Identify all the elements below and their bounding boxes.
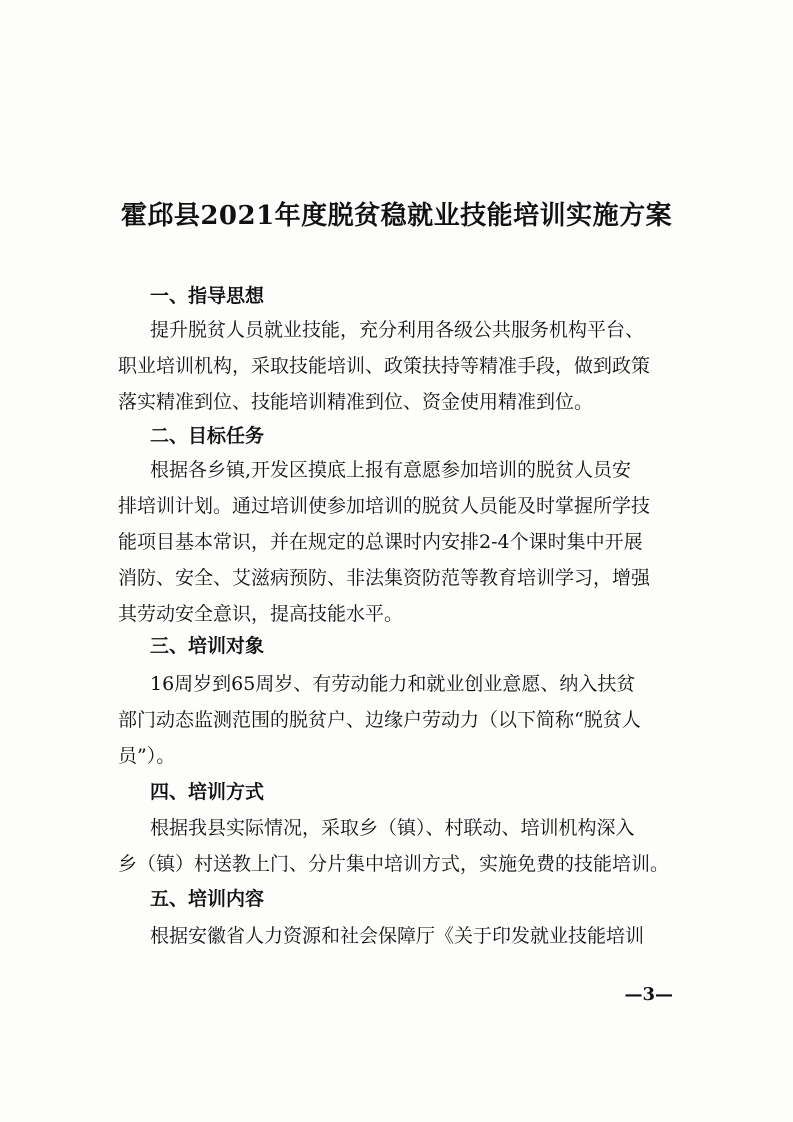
paragraph-line: 能项目基本常识，并在规定的总课时内安排2-4个课时集中开展 [118, 531, 643, 553]
paragraph-line: 根据安徽省人力资源和社会保障厅《关于印发就业技能培训 [150, 925, 645, 947]
paragraph-line: 落实精准到位、技能培训精准到位、资金使用精准到位。 [118, 391, 594, 413]
page-number: —3— [624, 984, 673, 1005]
section-heading-1: 一、指导思想 [150, 285, 265, 307]
paragraph-line: 其劳动安全意识，提高技能水平。 [118, 603, 404, 625]
paragraph-line: 根据我县实际情况，采取乡（镇）、村联动、培训机构深入 [150, 817, 635, 839]
paragraph-line: 提升脱贫人员就业技能，充分利用各级公共服务机构平台、 [150, 319, 645, 341]
section-heading-3: 三、培训对象 [150, 635, 265, 657]
document-title: 霍邱县2021年度脱贫稳就业技能培训实施方案 [120, 201, 673, 231]
paragraph-line: 职业培训机构，采取技能培训、政策扶持等精准手段，做到政策 [118, 355, 651, 377]
section-paragraph-1 [118, 312, 680, 420]
section-paragraph-5 [118, 918, 680, 954]
paragraph-line: 乡（镇）村送教上门、分片集中培训方式，实施免费的技能培训。 [118, 853, 670, 875]
paragraph-line: 部门动态监测范围的脱贫户、边缘户劳动力（以下简称“脱贫人 [118, 709, 641, 731]
paragraph-line: 16周岁到65周岁、有劳动能力和就业创业意愿、纳入扶贫 [150, 673, 636, 695]
section-paragraph-2 [118, 452, 680, 632]
section-paragraph-3 [118, 666, 680, 774]
paragraph-line: 消防、安全、艾滋病预防、非法集资防范等教育培训学习，增强 [118, 567, 651, 589]
section-paragraph-4 [118, 810, 680, 882]
paragraph-line: 员”）。 [118, 745, 176, 767]
paragraph-line: 根据各乡镇,开发区摸底上报有意愿参加培训的脱贫人员安 [150, 459, 632, 481]
paragraph-line: 排培训计划。通过培训使参加培训的脱贫人员能及时掌握所学技 [118, 495, 651, 517]
section-heading-5: 五、培训内容 [150, 888, 265, 910]
section-heading-4: 四、培训方式 [150, 781, 265, 803]
section-heading-2: 二、目标任务 [150, 425, 265, 447]
